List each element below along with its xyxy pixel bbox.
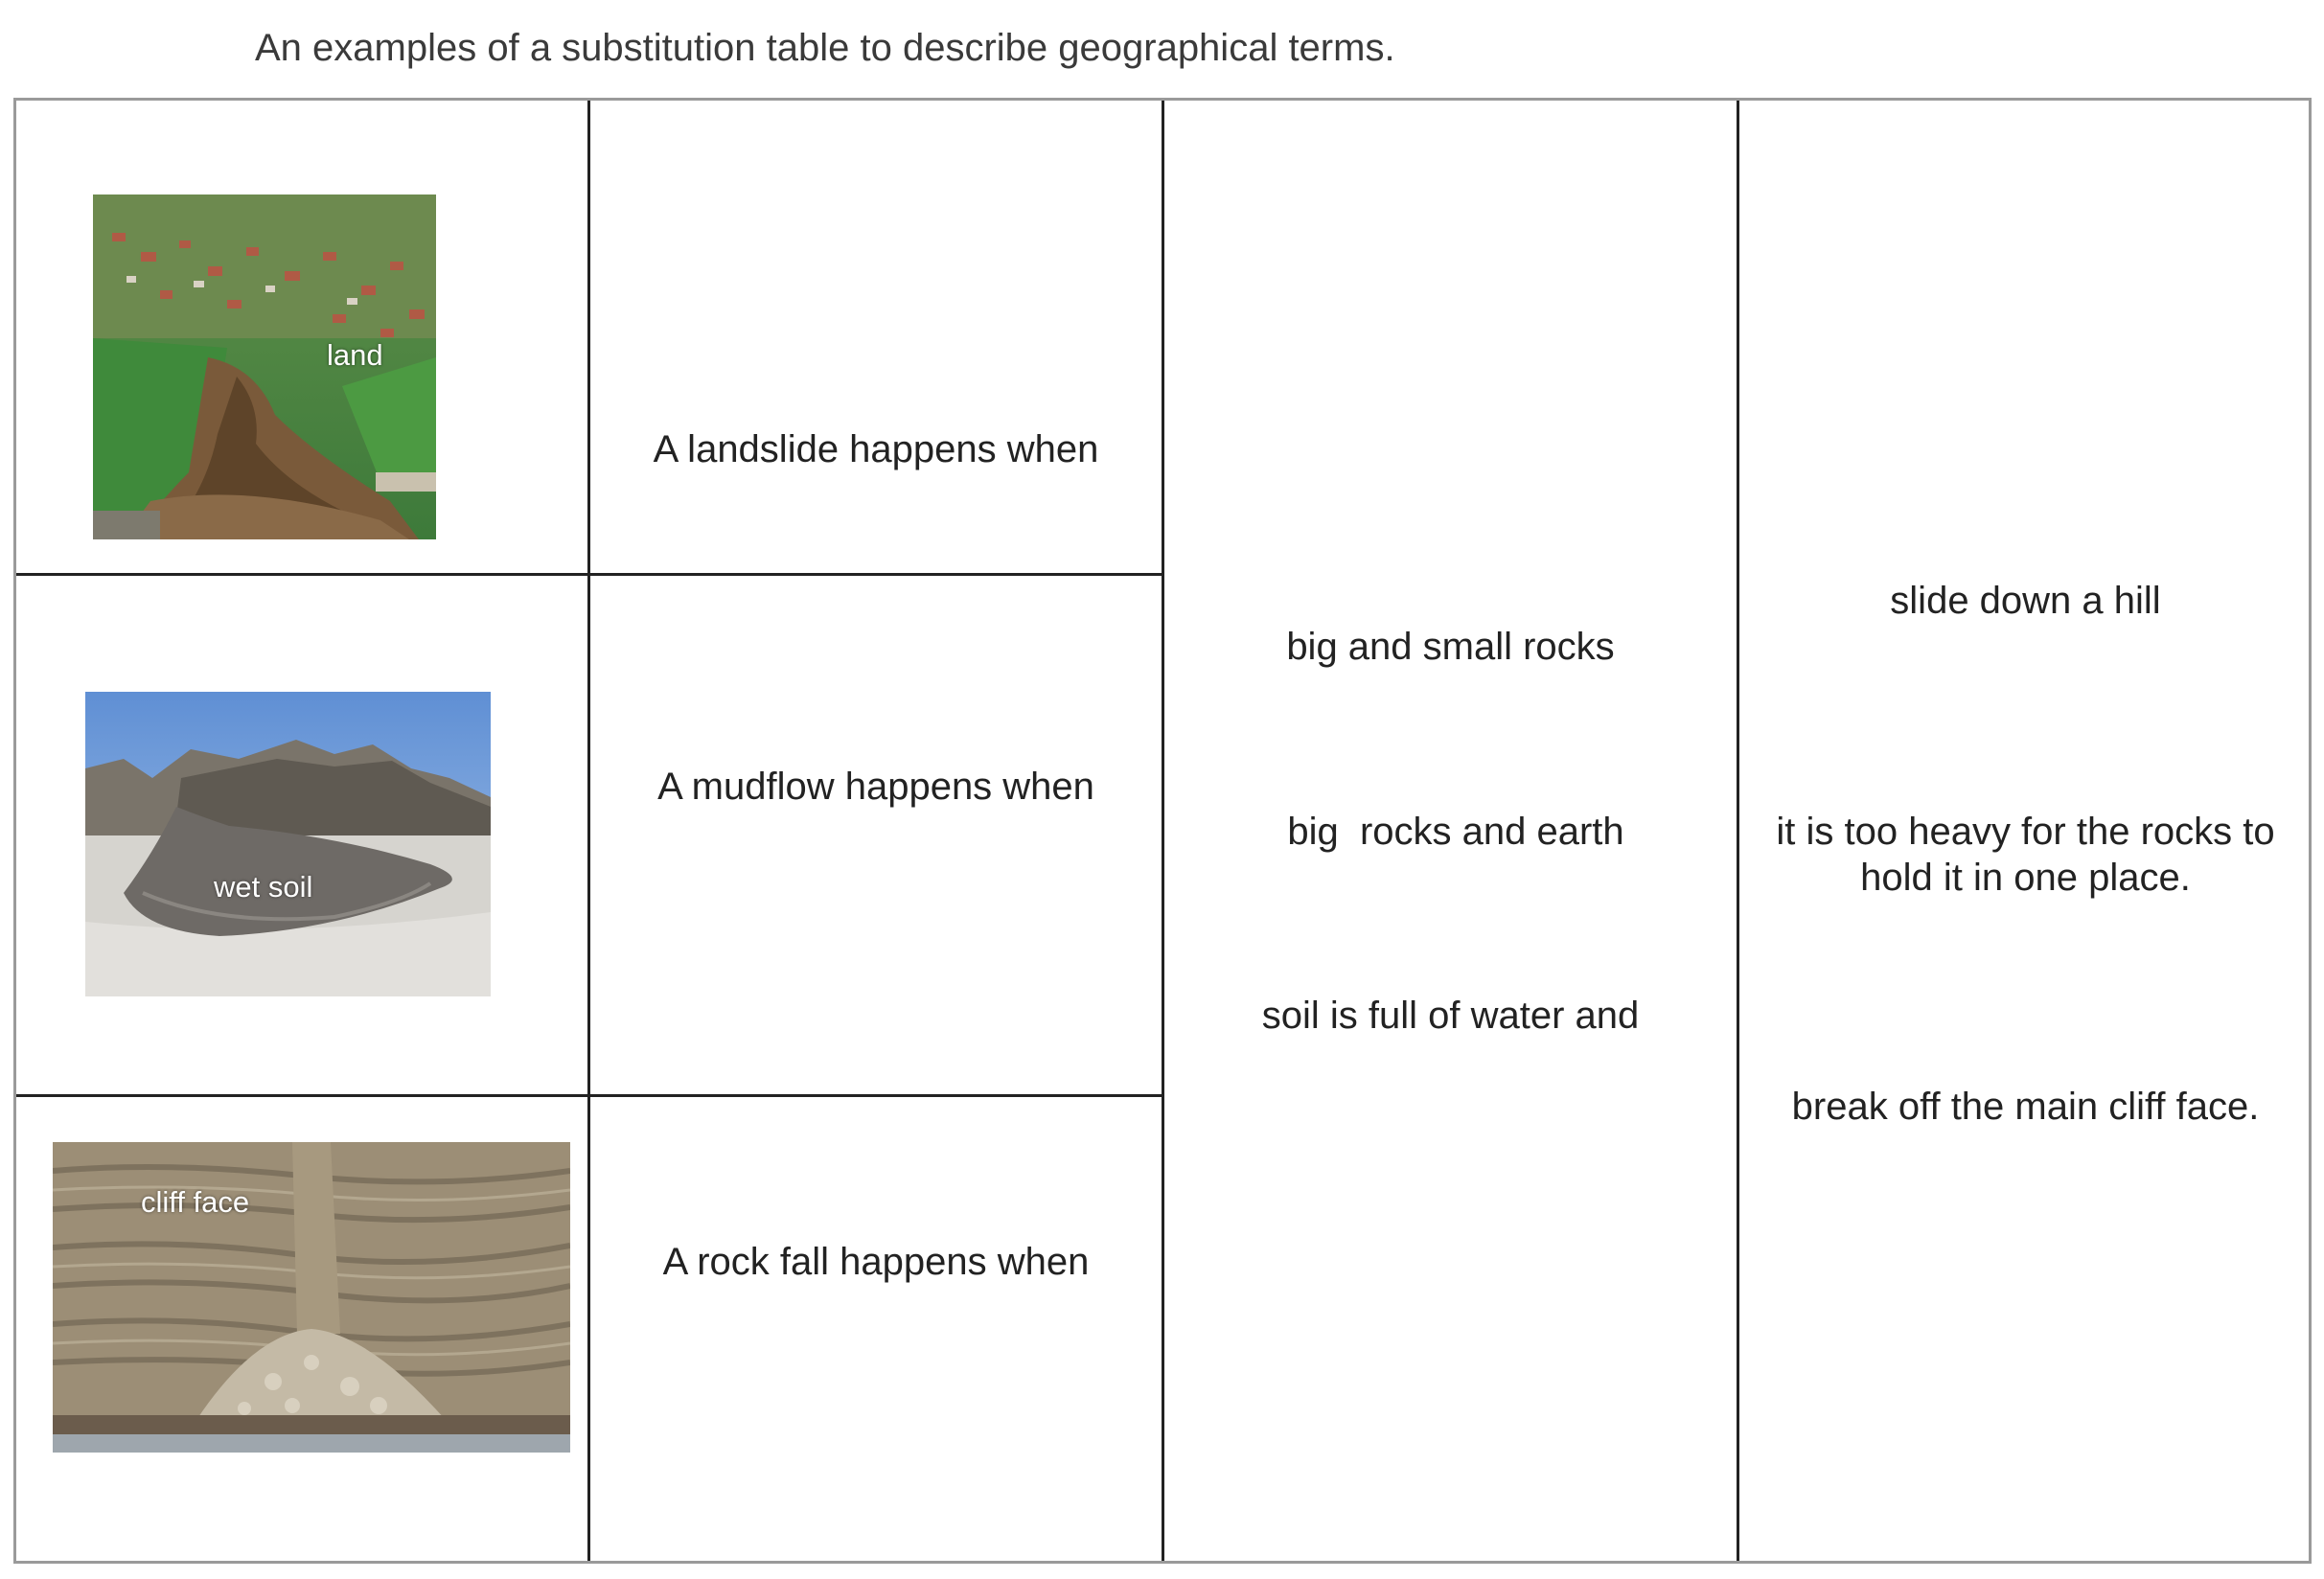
subject-soil-full-of-water: soil is full of water and <box>1261 995 1640 1037</box>
ending-too-heavy: it is too heavy for the rocks to hold it in one place. <box>1776 811 2275 899</box>
column-divider <box>587 101 590 1561</box>
landslide-photo <box>93 195 436 539</box>
ending-slide-down-a-hill: slide down a hill <box>1890 580 2161 622</box>
ending-break-off-cliff: break off the main cliff face. <box>1791 1086 2260 1128</box>
rockfall-photo <box>53 1142 570 1453</box>
subject-big-rocks-and-earth: big rocks and earth <box>1287 811 1624 853</box>
row-divider <box>16 573 1162 576</box>
table-caption: An examples of a substitution table to describe geographical terms. <box>255 27 1395 69</box>
photo-label: land <box>327 338 383 372</box>
mudflow-photo <box>85 692 491 996</box>
row-divider <box>16 1094 1162 1097</box>
photo-label: wet soil <box>214 870 313 904</box>
phrase-mudflow: A mudflow happens when <box>657 766 1094 808</box>
substitution-table <box>13 98 2312 1564</box>
subject-big-and-small-rocks: big and small rocks <box>1286 626 1615 668</box>
phrase-landslide: A landslide happens when <box>653 428 1099 470</box>
photo-label: cliff face <box>141 1185 250 1219</box>
phrase-rockfall: A rock fall happens when <box>662 1241 1090 1283</box>
